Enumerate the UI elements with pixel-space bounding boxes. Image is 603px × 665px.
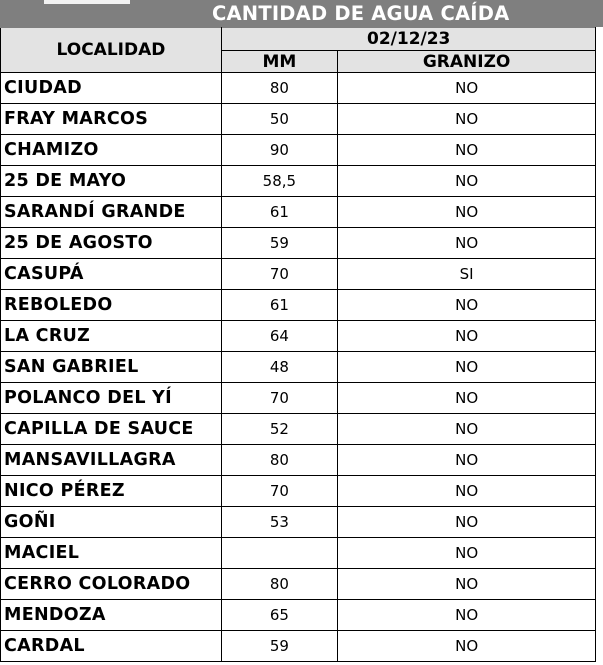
cell-granizo: NO xyxy=(337,507,596,538)
cell-extra xyxy=(596,228,603,259)
table-row xyxy=(1,569,603,600)
cell-extra xyxy=(596,569,603,600)
header-localidad: LOCALIDAD xyxy=(1,28,222,73)
cell-localidad: CERRO COLORADO xyxy=(1,569,222,600)
cell-granizo: NO xyxy=(337,569,596,600)
cell-localidad: LA CRUZ xyxy=(1,321,222,352)
cell-localidad: NICO PÉREZ xyxy=(1,476,222,507)
cell-localidad: MACIEL xyxy=(1,538,222,569)
cell-mm: 48 xyxy=(221,352,337,383)
table-row xyxy=(1,290,603,321)
table-row xyxy=(1,197,603,228)
cell-mm: 65 xyxy=(221,600,337,631)
table-row xyxy=(1,383,603,414)
cell-localidad: CARDAL xyxy=(1,631,222,662)
table-row xyxy=(1,259,603,290)
cell-localidad: REBOLEDO xyxy=(1,290,222,321)
cell-mm: 70 xyxy=(221,476,337,507)
cell-mm: 64 xyxy=(221,321,337,352)
cell-localidad: CHAMIZO xyxy=(1,135,222,166)
cell-extra xyxy=(596,476,603,507)
header-mm: MM xyxy=(221,51,337,73)
title-notch xyxy=(44,0,130,4)
cell-extra xyxy=(596,507,603,538)
cell-mm: 59 xyxy=(221,228,337,259)
cell-extra xyxy=(596,259,603,290)
cell-mm: 53 xyxy=(221,507,337,538)
cell-extra xyxy=(596,290,603,321)
cell-granizo: NO xyxy=(337,197,596,228)
cell-localidad: POLANCO DEL YÍ xyxy=(1,383,222,414)
cell-extra xyxy=(596,631,603,662)
table-row xyxy=(1,538,603,569)
cell-granizo: SI xyxy=(337,259,596,290)
cell-extra xyxy=(596,352,603,383)
cell-localidad: SARANDÍ GRANDE xyxy=(1,197,222,228)
cell-extra xyxy=(596,73,603,104)
table-row xyxy=(1,166,603,197)
cell-mm: 90 xyxy=(221,135,337,166)
cell-mm: 59 xyxy=(221,631,337,662)
cell-granizo: NO xyxy=(337,290,596,321)
cell-localidad: MENDOZA xyxy=(1,600,222,631)
table-row xyxy=(1,228,603,259)
table-title: CANTIDAD DE AGUA CAÍDA xyxy=(212,2,510,25)
header-date: 02/12/23 xyxy=(221,28,596,51)
cell-extra xyxy=(596,197,603,228)
cell-localidad: SAN GABRIEL xyxy=(1,352,222,383)
cell-extra xyxy=(596,538,603,569)
table-row xyxy=(1,104,603,135)
cell-extra xyxy=(596,600,603,631)
cell-extra xyxy=(596,166,603,197)
cell-mm: 58,5 xyxy=(221,166,337,197)
cell-mm: 61 xyxy=(221,290,337,321)
cell-granizo: NO xyxy=(337,104,596,135)
cell-mm xyxy=(221,538,337,569)
cell-mm: 52 xyxy=(221,414,337,445)
rainfall-table xyxy=(0,27,603,662)
cell-granizo: NO xyxy=(337,383,596,414)
cell-extra xyxy=(596,104,603,135)
table-row xyxy=(1,321,603,352)
cell-localidad: GOÑI xyxy=(1,507,222,538)
cell-extra xyxy=(596,321,603,352)
cell-granizo: NO xyxy=(337,73,596,104)
cell-granizo: NO xyxy=(337,228,596,259)
table-row xyxy=(1,476,603,507)
cell-mm: 50 xyxy=(221,104,337,135)
table-row xyxy=(1,600,603,631)
header-extra xyxy=(596,28,603,73)
cell-localidad: FRAY MARCOS xyxy=(1,104,222,135)
cell-mm: 80 xyxy=(221,445,337,476)
cell-localidad: 25 DE AGOSTO xyxy=(1,228,222,259)
cell-localidad: CASUPÁ xyxy=(1,259,222,290)
header-granizo: GRANIZO xyxy=(337,51,596,73)
table-row xyxy=(1,352,603,383)
cell-mm: 61 xyxy=(221,197,337,228)
cell-mm: 70 xyxy=(221,259,337,290)
table-row xyxy=(1,445,603,476)
cell-granizo: NO xyxy=(337,631,596,662)
cell-granizo: NO xyxy=(337,476,596,507)
cell-extra xyxy=(596,135,603,166)
cell-extra xyxy=(596,383,603,414)
cell-extra xyxy=(596,414,603,445)
table-row xyxy=(1,507,603,538)
cell-granizo: NO xyxy=(337,135,596,166)
cell-localidad: 25 DE MAYO xyxy=(1,166,222,197)
cell-extra xyxy=(596,445,603,476)
cell-granizo: NO xyxy=(337,445,596,476)
cell-granizo: NO xyxy=(337,352,596,383)
cell-mm: 80 xyxy=(221,569,337,600)
cell-granizo: NO xyxy=(337,166,596,197)
cell-localidad: MANSAVILLAGRA xyxy=(1,445,222,476)
cell-granizo: NO xyxy=(337,321,596,352)
cell-localidad: CAPILLA DE SAUCE xyxy=(1,414,222,445)
cell-mm: 70 xyxy=(221,383,337,414)
table-row xyxy=(1,631,603,662)
table-row xyxy=(1,414,603,445)
cell-localidad: CIUDAD xyxy=(1,73,222,104)
cell-granizo: NO xyxy=(337,600,596,631)
table-row xyxy=(1,73,603,104)
table-row xyxy=(1,135,603,166)
cell-granizo: NO xyxy=(337,538,596,569)
cell-granizo: NO xyxy=(337,414,596,445)
cell-mm: 80 xyxy=(221,73,337,104)
